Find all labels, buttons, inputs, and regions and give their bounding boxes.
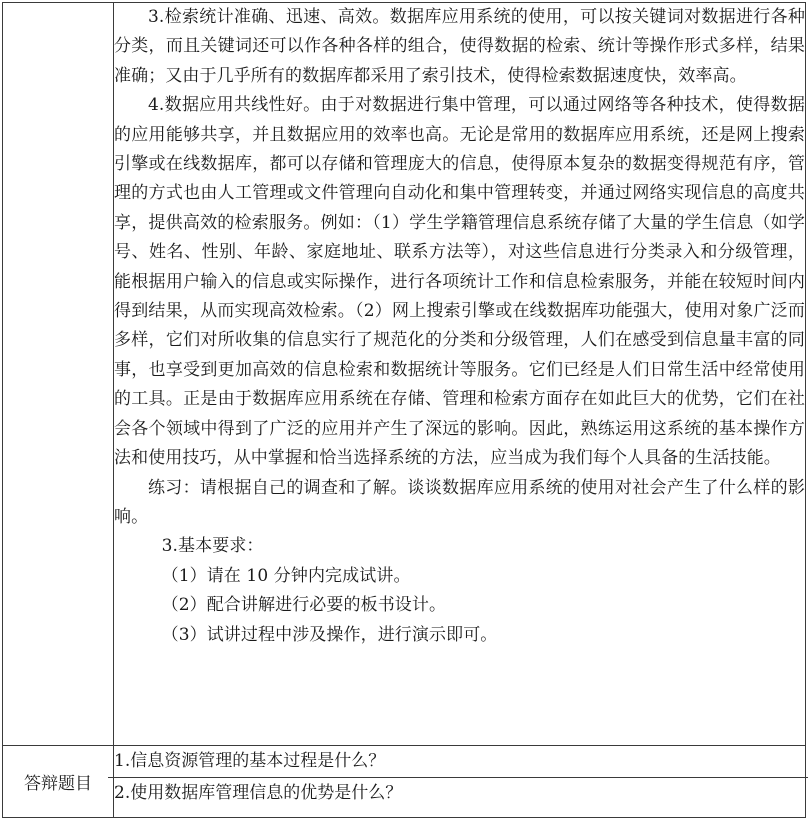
defense-question: 2.使用数据库管理信息的优势是什么？ [114,783,403,803]
paragraph-exercise: 练习：请根据自己的调查和了解。谈谈数据库应用系统的使用对社会产生了什么样的影响。 [114,477,805,527]
requirement-item: （2）配合讲解进行必要的板书设计。 [161,595,447,616]
requirement-item: （1）请在 10 分钟内完成试讲。 [161,565,411,586]
content-label-cell [3,3,114,746]
paragraph-retrieval: 3.检索统计准确、迅速、高效。数据库应用系统的使用，可以按关键词对数据进行各种分类，而且关键词还可以作各种各样的组合，使得数据的检索、统计等操作形式多样，结果准确；又由于几乎所有的数据库都采用了索引技术，使得检索数据速度快，效率高。 [114,7,805,86]
content-cell [114,3,806,746]
defense-question: 1.信息资源管理的基本过程是什么？ [114,751,386,771]
document-table [2,2,806,818]
paragraph-sharing: 4.数据应用共线性好。由于对数据进行集中管理，可以通过网络等各种技术，使得数据的应用能够共享，并且数据应用的效率也高。无论是常用的数据库应用系统，还是网上搜索引擎或在线数据库，都可以存储和管理庞大的信息，使得原本复杂的数据变得规范有序，管理的方式也由人工管理或文件管理向自动化和集中管理转变，并通过网络实现信息的高度共享，提供高效的检索服务。例如：（1）学生学籍管理信息系统存储了大量的学生信息（如学号、姓名、性别、年龄、家庭地址、联系方法等），对这些信息进行分类录入和分级管理，能根据用户输入的信息或实际操作，进行各项统计工作和信息检索服务，并能在较短时间内得到结果，从而实现高效检索。（2）网上搜索引擎或在线数据库功能强大，使用对象广泛而多样，它们对所收集的信息实行了规范化的分类和分级管理，人们在感受到信息量丰富的同事，也享受到更加高效的信息检索和数据统计等服务。它们已经是人们日常生活中经常使用的工具。正是由于数据库应用系统在存储、管理和检索方面存在如此巨大的优势，它们在社会各个领域中得到了广泛的应用并产生了深远的影响。因此，熟练运用这系统的基本操作方法和使用技巧，从中掌握和恰当选择系统的方法，应当成为我们每个人具备的生活技能。 [114,95,805,469]
defense-row [3,746,806,818]
defense-label: 答辩题目 [24,774,92,794]
requirements-title: 3.基本要求： [161,536,264,557]
content-row [3,3,806,746]
defense-label-cell [3,746,114,818]
requirement-item: （3）试讲过程中涉及操作，进行演示即可。 [161,624,498,645]
defense-questions-cell [114,746,806,818]
